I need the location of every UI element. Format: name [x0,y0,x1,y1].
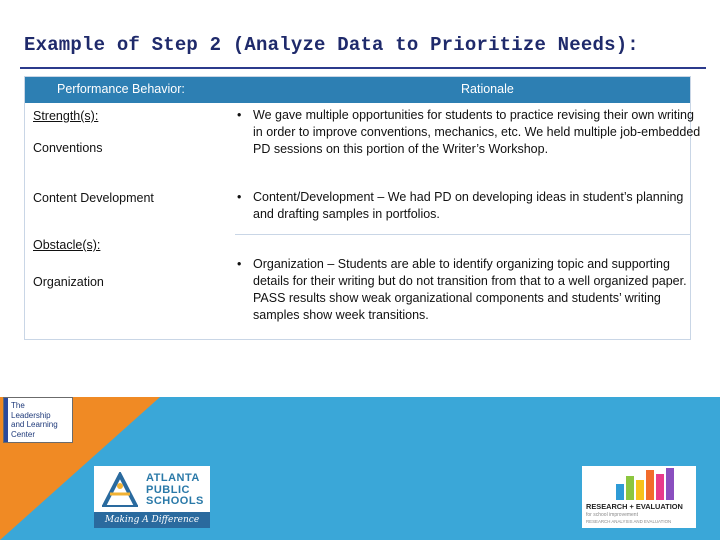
slide-title: Example of Step 2 (Analyze Data to Prioritize Needs): [24,34,639,56]
atlanta-public-schools-logo [94,466,210,528]
rationale-text: Organization – Students are able to identify organizing topic and supporting details for their writing but do not transition from that to a well organized paper. PASS results show weak organizational components and students’ writing samples show week transitions. [253,257,687,322]
conventions-label: Conventions [33,141,103,155]
aps-name: ATLANTA PUBLIC SCHOOLS [146,472,204,507]
bullet-icon: • [237,190,242,204]
rationale-item [237,107,701,158]
aps-emblem-icon [100,472,140,508]
re-logo-subtitle-2: RESEARCH ANALYSIS AND EVALUATION [586,519,672,524]
header-rationale: Rationale [461,82,514,96]
llc-logo-text: The Leadership and Learning Center [11,401,58,439]
row-divider [235,234,690,235]
re-logo-title: RESEARCH + EVALUATION [586,502,683,511]
rationale-item [237,189,701,223]
aps-tagline: Making A Difference [94,512,210,528]
title-underline [20,67,706,69]
header-performance-behavior: Performance Behavior: [57,82,185,96]
strengths-label: Strength(s): [33,109,99,123]
re-logo-subtitle: for school improvement [586,512,638,518]
leadership-learning-center-logo [3,397,73,443]
needs-table [24,76,701,340]
rationale-text: We gave multiple opportunities for students to practice revising their own writing in order to improve conventions, mechanics, etc. We held multiple job-embedded PD sessions on this portion of the Writer’s Workshop. [253,108,701,156]
bar-graph-icon [582,466,696,500]
table-header [25,77,690,103]
organization-label: Organization [33,275,104,289]
obstacles-label: Obstacle(s): [33,238,101,252]
bullet-icon: • [237,257,242,271]
rationale-text: Content/Development – We had PD on developing ideas in student’s planning and drafting samples in portfolios. [253,190,684,221]
rationale-item [237,256,701,324]
bullet-icon: • [237,108,242,122]
content-development-label: Content Development [33,191,154,205]
research-evaluation-logo [582,466,696,528]
